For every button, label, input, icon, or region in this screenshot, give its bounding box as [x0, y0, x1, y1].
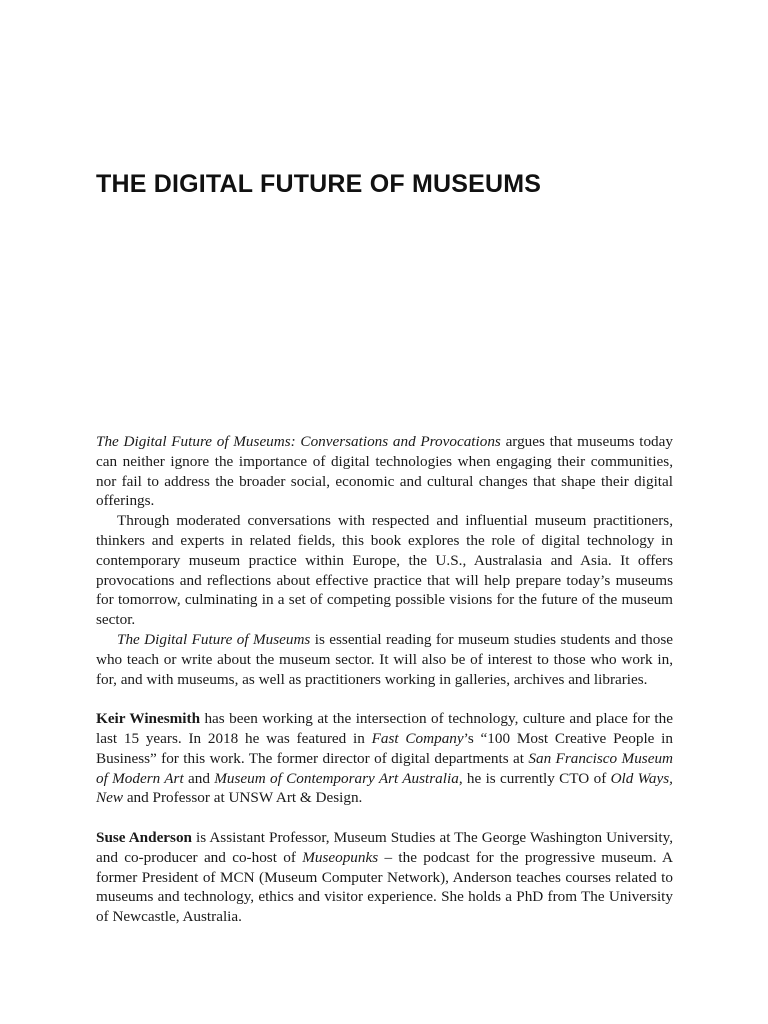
book-description-block: [96, 432, 673, 927]
book-title: THE DIGITAL FUTURE OF MUSEUMS: [96, 170, 542, 198]
author-name: Suse Anderson: [96, 828, 193, 846]
book-page: [96, 0, 673, 1024]
description-paragraph-3: The Digital Future of Museums is essential reading for museum studies students and those who teach or write about the museum sector. It will also be of interest to those who work in, for, and with museums, as well as practitioners working in galleries, archives and libraries.: [96, 630, 673, 688]
book-title-italic: The Digital Future of Museums: [117, 630, 311, 648]
description-paragraph-1: The Digital Future of Museums: Conversations and Provocations argues that museums today can neither ignore the importance of digital technologies when engaging their communities, nor fail to address the broader social, economic and cultural changes that shape their digital offerings.: [96, 433, 673, 510]
author-bio-suse-anderson: Suse Anderson is Assistant Professor, Museum Studies at The George Washington University, and co-producer and co-host of Museopunks – the podcast for the progressive museum. A former President of MCN (Museum Computer Network), Anderson teaches courses related to museums and technology, ethics and visitor experience. She holds a PhD from The University of Newcastle, Australia.: [96, 828, 674, 926]
description-paragraph-2: Through moderated conversations with respected and influential museum practitioners, thinkers and experts in related fields, this book explores the role of digital technology in contemporary museum practice within Europe, the U.S., Australasia and Asia. It offers provocations and reflections about effective practice that will help prepare today’s museums for tomorrow, culminating in a set of competing possible visions for the future of the museum sector.: [96, 512, 673, 629]
book-title-italic: The Digital Future of Museums: Conversations and Provocations: [96, 433, 501, 450]
author-bio-keir-winesmith: Keir Winesmith has been working at the intersection of technology, culture and place for the last 15 years. In 2018 he was featured in Fast Company’s “100 Most Creative People in Business” for this work. The former director of digital departments at San Francisco Museum of Modern Art and Museum of Contemporary Art Australia, he is currently CTO of Old Ways, New and Professor at UNSW Art & Design.: [96, 710, 674, 807]
author-name: Keir Winesmith: [96, 710, 201, 728]
